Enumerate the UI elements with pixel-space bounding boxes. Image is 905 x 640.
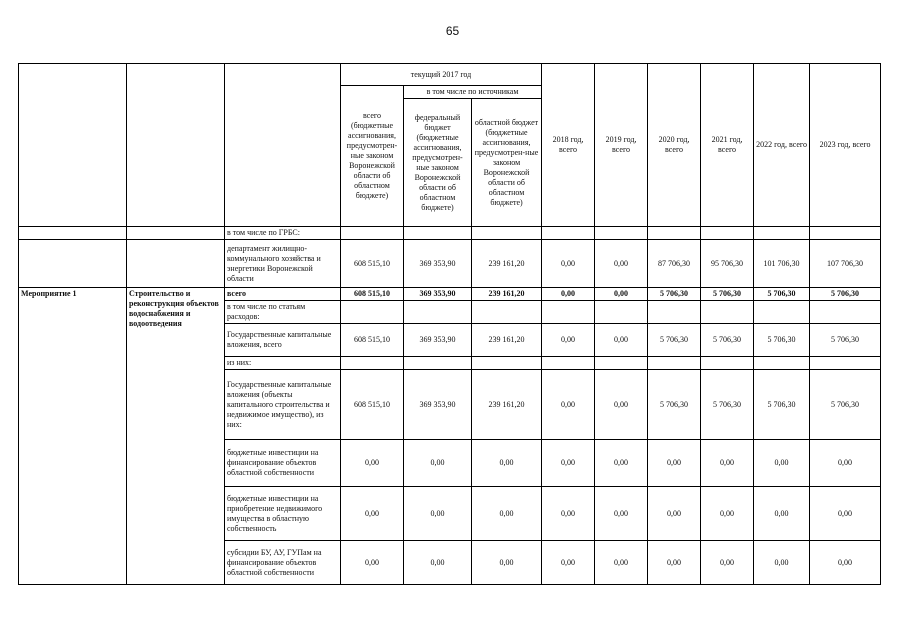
cell-value [648, 357, 701, 370]
header-regional: областной бюджет (бюджетные ассигнования, предусмотрен-ные законом Воронежской области об областном бюджете) [472, 99, 542, 227]
cell-value: 0,00 [542, 288, 595, 301]
header-2020: 2020 год, всего [648, 64, 701, 227]
cell-value: 5 706,30 [701, 324, 754, 357]
cell-value: 5 706,30 [754, 324, 810, 357]
header-blank-2 [127, 64, 225, 227]
table-row [19, 227, 881, 240]
cell-value: 0,00 [810, 440, 881, 487]
cell-value: 369 353,90 [404, 370, 472, 440]
cell-value [404, 301, 472, 324]
cell-value: 0,00 [701, 440, 754, 487]
cell-value: 0,00 [542, 240, 595, 288]
cell-value: 5 706,30 [810, 288, 881, 301]
header-2019: 2019 год, всего [595, 64, 648, 227]
cell-value: 0,00 [595, 541, 648, 585]
cell-value: 0,00 [754, 440, 810, 487]
cell-value: 0,00 [542, 324, 595, 357]
cell-value: 0,00 [701, 541, 754, 585]
cell-value: 107 706,30 [810, 240, 881, 288]
cell-value [542, 227, 595, 240]
cell-value: 0,00 [595, 440, 648, 487]
cell-value: 5 706,30 [648, 324, 701, 357]
cell-value: 0,00 [404, 487, 472, 541]
cell-value: 5 706,30 [754, 370, 810, 440]
cell-value: 0,00 [754, 487, 810, 541]
cell-value: 608 515,10 [341, 240, 404, 288]
row-label: Государственные капитальные вложения, всего [225, 324, 341, 357]
cell-value: 0,00 [810, 541, 881, 585]
row-label: в том числе по ГРБС: [225, 227, 341, 240]
cell-value: 239 161,20 [472, 240, 542, 288]
cell-value: 0,00 [542, 440, 595, 487]
cell-value: 608 515,10 [341, 324, 404, 357]
row-label: из них: [225, 357, 341, 370]
cell-value: 0,00 [595, 324, 648, 357]
cell-value: 239 161,20 [472, 288, 542, 301]
cell-value [542, 301, 595, 324]
cell-value: 608 515,10 [341, 288, 404, 301]
cell-value [701, 227, 754, 240]
cell-value [341, 227, 404, 240]
cell-value: 0,00 [542, 370, 595, 440]
cell-value: 0,00 [341, 487, 404, 541]
cell-value [404, 357, 472, 370]
measure-name: Строительство и реконструкция объектов водоснабжения и водоотведения [127, 288, 225, 585]
header-blank-3 [225, 64, 341, 227]
cell-value: 87 706,30 [648, 240, 701, 288]
cell-value: 0,00 [648, 440, 701, 487]
header-2022: 2022 год, всего [754, 64, 810, 227]
cell-value [472, 227, 542, 240]
cell-value: 0,00 [404, 440, 472, 487]
cell-value [754, 301, 810, 324]
header-federal: федеральный бюджет (бюджетные ассигнования, предусмотрен-ные законом Воронежской области об областном бюджете) [404, 99, 472, 227]
cell-empty [19, 240, 127, 288]
cell-value: 239 161,20 [472, 370, 542, 440]
cell-value [648, 301, 701, 324]
row-label: бюджетные инвестиции на приобретение недвижимого имущества в областную собственность [225, 487, 341, 541]
budget-table [18, 63, 881, 585]
table-row [19, 240, 881, 288]
header-2021: 2021 год, всего [701, 64, 754, 227]
cell-value: 0,00 [472, 487, 542, 541]
cell-value: 0,00 [404, 541, 472, 585]
cell-value: 0,00 [472, 440, 542, 487]
cell-empty [19, 227, 127, 240]
cell-value: 5 706,30 [701, 288, 754, 301]
table-row [19, 288, 881, 301]
cell-value: 0,00 [472, 541, 542, 585]
page-number: 65 [445, 24, 460, 38]
row-label: всего [225, 288, 341, 301]
cell-value: 0,00 [648, 541, 701, 585]
row-label: Государственные капитальные вложения (объекты капитального строительства и недвижимое имущество), из них: [225, 370, 341, 440]
cell-value [810, 301, 881, 324]
cell-value: 5 706,30 [701, 370, 754, 440]
cell-value [810, 227, 881, 240]
cell-value: 101 706,30 [754, 240, 810, 288]
cell-value: 0,00 [595, 370, 648, 440]
row-label: субсидии БУ, АУ, ГУПам на финансирование объектов областной собственности [225, 541, 341, 585]
cell-value: 239 161,20 [472, 324, 542, 357]
cell-value [542, 357, 595, 370]
cell-value: 0,00 [595, 240, 648, 288]
cell-value: 369 353,90 [404, 288, 472, 301]
row-label: бюджетные инвестиции на финансирование объектов областной собственности [225, 440, 341, 487]
header-blank-1 [19, 64, 127, 227]
cell-value [648, 227, 701, 240]
cell-value [754, 357, 810, 370]
cell-value: 5 706,30 [754, 288, 810, 301]
cell-value: 5 706,30 [810, 370, 881, 440]
cell-value: 0,00 [701, 487, 754, 541]
header-by-sources: в том числе по источникам [404, 86, 542, 99]
cell-value: 0,00 [595, 288, 648, 301]
cell-value [701, 301, 754, 324]
cell-value [404, 227, 472, 240]
cell-value: 0,00 [648, 487, 701, 541]
header-2018: 2018 год, всего [542, 64, 595, 227]
cell-value: 369 353,90 [404, 240, 472, 288]
cell-empty [127, 240, 225, 288]
cell-value [472, 301, 542, 324]
cell-value: 5 706,30 [648, 288, 701, 301]
cell-value [341, 301, 404, 324]
header-2023: 2023 год, всего [810, 64, 881, 227]
cell-value [595, 227, 648, 240]
cell-value: 0,00 [810, 487, 881, 541]
header-total: всего (бюджетные ассигнования, предусмотрен-ные законом Воронежской области об областном бюджете) [341, 86, 404, 227]
cell-value: 0,00 [341, 541, 404, 585]
row-label: в том числе по статьям расходов: [225, 301, 341, 324]
cell-value [701, 357, 754, 370]
cell-value: 0,00 [542, 487, 595, 541]
row-label: департамент жилищно-коммунального хозяйства и энергетики Воронежской области [225, 240, 341, 288]
cell-value: 5 706,30 [648, 370, 701, 440]
cell-value: 608 515,10 [341, 370, 404, 440]
cell-value: 0,00 [542, 541, 595, 585]
cell-value [595, 357, 648, 370]
cell-empty [127, 227, 225, 240]
measure-label: Мероприятие 1 [19, 288, 127, 585]
cell-value [810, 357, 881, 370]
cell-value: 369 353,90 [404, 324, 472, 357]
cell-value [754, 227, 810, 240]
cell-value: 5 706,30 [810, 324, 881, 357]
header-current-year: текущий 2017 год [341, 64, 542, 86]
cell-value: 0,00 [341, 440, 404, 487]
cell-value: 0,00 [754, 541, 810, 585]
cell-value: 95 706,30 [701, 240, 754, 288]
cell-value: 0,00 [595, 487, 648, 541]
cell-value [472, 357, 542, 370]
cell-value [595, 301, 648, 324]
cell-value [341, 357, 404, 370]
